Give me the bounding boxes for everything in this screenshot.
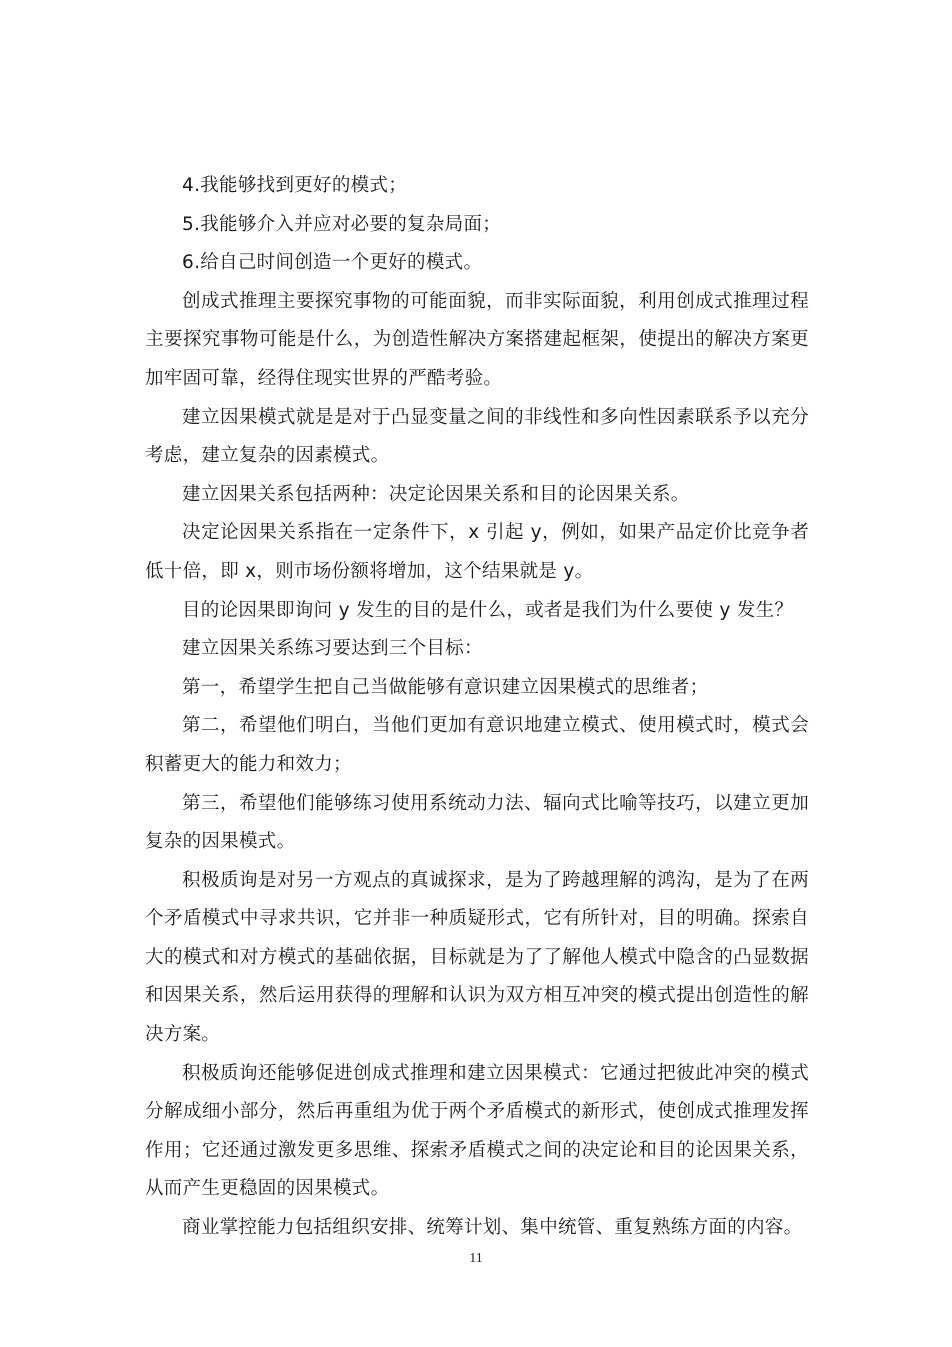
paragraph-causal-model: 建立因果模式就是是对于凸显变量之间的非线性和多向性因素联系予以充分考虑，建立复杂的因素模式。 bbox=[145, 406, 809, 467]
paragraph-goal-third: 第三，希望他们能够练习使用系统动力法、辐向式比喻等技巧，以建立更加复杂的因果模式。 bbox=[145, 792, 809, 853]
paragraph-item-4: 4.我能够找到更好的模式； bbox=[182, 175, 408, 196]
paragraph-item-5: 5.我能够介入并应对必要的复杂局面； bbox=[182, 213, 502, 235]
paragraph-goal-second: 第二，希望他们明白，当他们更加有意识地建立模式、使用模式时，模式会积蓄更大的能力和效力； bbox=[145, 715, 809, 775]
paragraph-item-6: 6.给自己时间创造一个更好的模式。 bbox=[182, 252, 483, 274]
paragraph-three-goals: 建立因果关系练习要达到三个目标： bbox=[182, 638, 483, 660]
page-number: 11 bbox=[469, 1251, 483, 1266]
paragraph-causal-types: 建立因果关系包括两种：决定论因果关系和目的论因果关系。 bbox=[182, 483, 690, 505]
paragraph-teleological-causality: 目的论因果即询问 y 发生的目的是什么，或者是我们为什么要使 y 发生？ bbox=[182, 599, 794, 621]
paragraph-generative-reasoning: 创成式推理主要探究事物的可能面貌，而非实际面貌，利用创成式推理过程主要探究事物可能是什么，为创造性解决方案搭建起框架，使提出的解决方案更加牢固可靠，经得住现实世界的严酷考验。 bbox=[145, 290, 809, 389]
paragraph-active-inquiry-benefits: 积极质询还能够促进创成式推理和建立因果模式：它通过把彼此冲突的模式分解成细小部分，然后再重组为优于两个矛盾模式的新形式，使创成式推理发挥作用；它还通过激发更多思维、探索矛盾模式之间的决定论和目的论因果关系，从而产生更稳固的因果模式。 bbox=[145, 1062, 809, 1200]
paragraph-business-mastery: 商业掌控能力包括组织安排、统筹计划、集中统管、重复熟练方面的内容。 bbox=[182, 1217, 803, 1239]
body-text bbox=[145, 167, 809, 1248]
paragraph-deterministic-causality: 决定论因果关系指在一定条件下，x 引起 y，例如，如果产品定价比竞争者低十倍，即 x，则市场份额将增加，这个结果就是 y。 bbox=[145, 522, 809, 582]
paragraph-goal-first: 第一，希望学生把自己当做能够有意识建立因果模式的思维者； bbox=[182, 676, 709, 698]
paragraph-active-inquiry: 积极质询是对另一方观点的真诚探求，是为了跨越理解的鸿沟，是为了在两个矛盾模式中寻求共识，它并非一种质疑形式，它有所针对，目的明确。探索自大的模式和对方模式的基础依据，目标就是为了了解他人模式中隐含的凸显数据和因果关系，然后运用获得的理解和认识为双方相互冲突的模式提出创造性的解决方案。 bbox=[145, 869, 809, 1046]
